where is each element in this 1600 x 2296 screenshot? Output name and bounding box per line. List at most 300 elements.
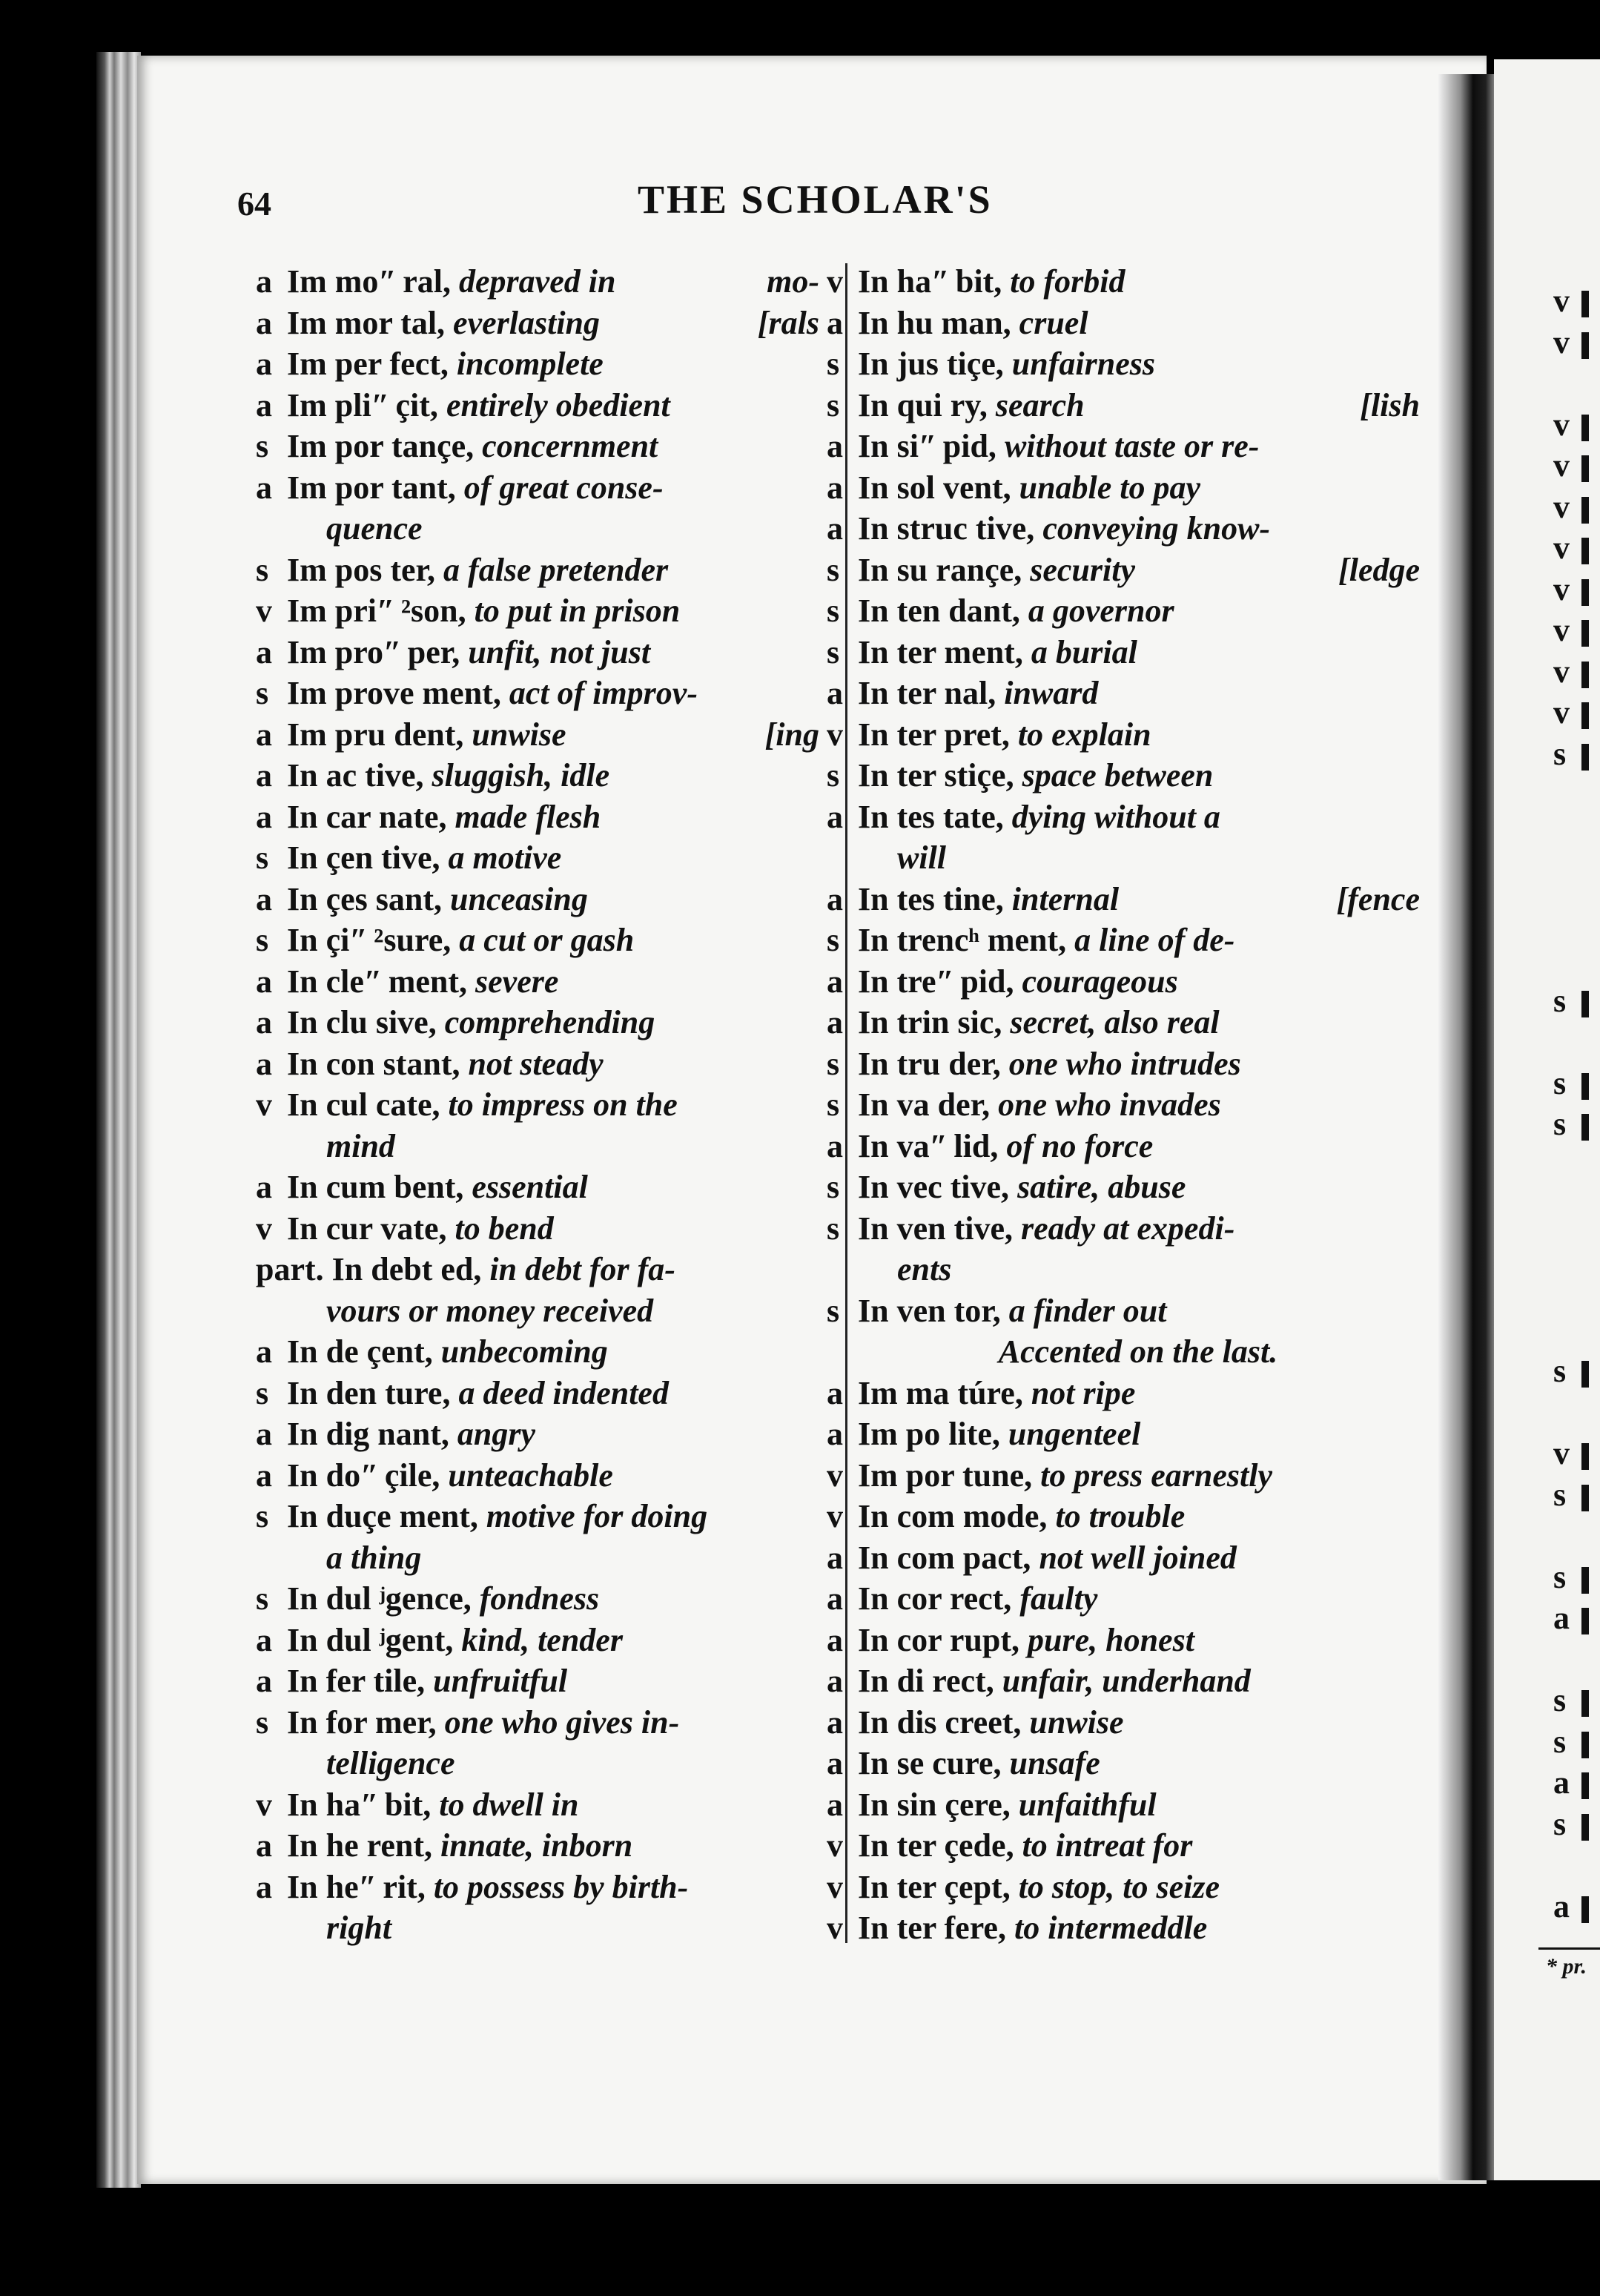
part-of-speech: a	[827, 798, 843, 835]
dictionary-entry	[256, 1455, 819, 1497]
facing-page-entry-marker: v	[1553, 488, 1570, 525]
part-of-speech: s	[827, 1086, 840, 1123]
facing-page-entry-marker: s	[1553, 1805, 1567, 1842]
definition: one who gives in-	[444, 1703, 680, 1741]
facing-page-entry-marker: s	[1553, 1682, 1567, 1718]
definition: conveying know-	[1042, 510, 1271, 547]
part-of-speech: a	[256, 346, 272, 382]
part-of-speech: s	[256, 675, 269, 711]
headword: Im moʺ ral,	[287, 263, 452, 300]
headword: Im pru dent,	[287, 716, 464, 753]
part-of-speech: v	[256, 1786, 272, 1823]
carried-over-text: [rals	[757, 304, 819, 341]
facing-page-entry-marker: v	[1553, 447, 1570, 484]
dictionary-entry	[827, 1208, 1420, 1250]
part-of-speech: a	[827, 1127, 843, 1164]
part-of-speech: a	[256, 1004, 272, 1040]
dictionary-entry	[827, 755, 1420, 796]
headword: In dis creet,	[858, 1703, 1022, 1741]
definition: to intreat for	[1022, 1827, 1193, 1864]
carried-over-text: [ing	[764, 716, 819, 753]
facing-page-entry-marker: s	[1553, 1723, 1567, 1760]
headword: In dig nant,	[287, 1416, 449, 1452]
part-of-speech: s	[827, 551, 840, 588]
definition: ungenteel	[1008, 1416, 1141, 1452]
entry-continuation: quence	[326, 510, 423, 547]
definition: made flesh	[454, 798, 601, 835]
page-edges	[96, 52, 141, 2188]
dictionary-entry	[827, 1002, 1420, 1043]
dictionary-entry	[256, 1825, 819, 1867]
definition: one who intrudes	[1008, 1045, 1241, 1082]
facing-page-entry-marker: s	[1553, 982, 1567, 1019]
definition: severe	[475, 963, 559, 1000]
headword: In de çent,	[287, 1333, 433, 1370]
headword: In ven tor,	[858, 1292, 1001, 1329]
dictionary-entry	[256, 1784, 819, 1826]
definition: of no force	[1006, 1127, 1154, 1164]
definition: act of improv-	[509, 675, 698, 711]
headword: In car nate,	[287, 798, 447, 835]
dictionary-entry	[256, 1867, 819, 1908]
definition: inward	[1004, 675, 1099, 711]
headword: Im por tune,	[858, 1457, 1033, 1494]
dictionary-entry	[827, 1825, 1420, 1867]
headword: In çiʺ ²sure,	[287, 922, 452, 958]
headword: In vaʺ lid,	[858, 1127, 999, 1164]
dictionary-entry	[256, 1331, 819, 1373]
part-of-speech: v	[256, 1210, 272, 1247]
part-of-speech: a	[256, 1827, 272, 1864]
part-of-speech: s	[256, 1580, 269, 1617]
page-number: 64	[237, 185, 271, 222]
headword: In cor rect,	[858, 1580, 1012, 1617]
headword: In con stant,	[287, 1045, 460, 1082]
dictionary-entry	[827, 303, 1420, 344]
headword: In su rançe,	[858, 551, 1022, 588]
definition: a line of de-	[1074, 922, 1235, 958]
headword: In debt ed,	[331, 1251, 482, 1287]
definition: not well joined	[1039, 1539, 1237, 1576]
definition: cruel	[1019, 304, 1088, 341]
facing-page-word-fragment	[1581, 1443, 1589, 1470]
definition: internal	[1011, 880, 1120, 917]
definition: courageous	[1022, 963, 1178, 1000]
facing-page-word-fragment	[1581, 662, 1589, 688]
part-of-speech: a	[256, 1416, 272, 1452]
part-of-speech: s	[256, 1703, 269, 1741]
facing-page-entry-marker: a	[1553, 1764, 1570, 1801]
dictionary-entry	[827, 426, 1420, 467]
headword: Im proʺ per,	[287, 633, 460, 670]
headword: In qui ry,	[858, 386, 988, 423]
part-of-speech: a	[256, 1169, 272, 1205]
dictionary-entry	[827, 714, 1420, 756]
headword: In ter nal,	[858, 675, 996, 711]
facing-page-word-fragment	[1581, 1114, 1589, 1141]
definition: a deed indented	[458, 1374, 669, 1411]
headword: In ter ment,	[858, 633, 1023, 670]
dictionary-entry	[827, 1455, 1420, 1497]
dictionary-entry	[256, 1167, 819, 1208]
definition: comprehending	[444, 1004, 655, 1040]
headword: In for mer,	[287, 1703, 437, 1741]
facing-page-entry-marker: v	[1553, 530, 1570, 566]
headword: Im per fect,	[287, 346, 449, 382]
part-of-speech: v	[827, 716, 843, 753]
carried-over-text: mo-	[767, 263, 819, 300]
headword: Im po lite,	[858, 1416, 1000, 1452]
dictionary-entry	[827, 673, 1420, 714]
headword: In heʺ rit,	[287, 1868, 426, 1905]
headword: In treʺ pid,	[858, 963, 1014, 1000]
headword: Im priʺ ²son,	[287, 593, 466, 629]
headword: Im pos ter,	[287, 551, 436, 588]
definition: motive for doing	[486, 1498, 708, 1534]
dictionary-entry	[827, 508, 1420, 550]
definition: fondness	[479, 1580, 600, 1617]
dictionary-entry	[827, 1167, 1420, 1208]
headword: In clu sive,	[287, 1004, 437, 1040]
dictionary-entry	[827, 1702, 1420, 1744]
dictionary-entry	[256, 714, 819, 756]
part-of-speech: s	[827, 633, 840, 670]
definition: everlasting	[453, 304, 601, 341]
facing-page-word-fragment	[1581, 1732, 1589, 1758]
facing-page-entry-marker: v	[1553, 694, 1570, 730]
dictionary-entry	[827, 1867, 1420, 1908]
entry-continuation: ents	[897, 1251, 952, 1287]
definition: unfruitful	[433, 1663, 568, 1699]
part-of-speech: s	[827, 1292, 840, 1329]
headword: In fer tile,	[287, 1663, 426, 1699]
definition: one who invades	[998, 1086, 1221, 1123]
dictionary-entry	[827, 961, 1420, 1003]
facing-page-entry-marker: s	[1553, 1353, 1567, 1389]
facing-page-entry-marker: v	[1553, 406, 1570, 443]
part-of-speech: s	[827, 386, 840, 423]
dictionary-entry	[256, 632, 819, 673]
definition: incomplete	[456, 346, 604, 382]
definition: faulty	[1019, 1580, 1098, 1617]
definition: security	[1030, 551, 1136, 588]
part-of-speech: s	[256, 1498, 269, 1534]
dictionary-entry	[256, 1002, 819, 1043]
part-of-speech: s	[256, 922, 269, 958]
definition: a burial	[1031, 633, 1137, 670]
definition: unteachable	[448, 1457, 613, 1494]
definition: satire, abuse	[1017, 1169, 1186, 1205]
dictionary-entry	[256, 303, 819, 344]
part-of-speech: v	[256, 593, 272, 629]
definition: to intermeddle	[1014, 1910, 1208, 1946]
carried-over-text: [fence	[1336, 880, 1420, 917]
part-of-speech: a	[256, 633, 272, 670]
part-of-speech: v	[827, 1827, 843, 1864]
facing-page-entry-marker: v	[1553, 653, 1570, 690]
part-of-speech: a	[256, 716, 272, 753]
dictionary-entry	[256, 1208, 819, 1250]
dictionary-entry	[256, 961, 819, 1003]
dictionary-entry	[827, 1413, 1420, 1455]
definition: unfit, not just	[468, 633, 651, 670]
carried-over-text: [ledge	[1338, 551, 1420, 588]
definition: to bend	[454, 1210, 554, 1247]
dictionary-entry	[256, 261, 819, 303]
definition: secret, also real	[1010, 1004, 1220, 1040]
dictionary-entry	[256, 673, 819, 714]
dictionary-entry	[827, 261, 1420, 303]
headword: In dul ʲgence,	[287, 1580, 472, 1617]
part-of-speech: s	[827, 593, 840, 629]
definition: depraved in	[459, 263, 616, 300]
definition: ready at expedi-	[1021, 1210, 1235, 1247]
part-of-speech: s	[827, 757, 840, 794]
dictionary-entry	[256, 467, 819, 509]
dictionary-entry	[256, 590, 819, 632]
definition: concernment	[482, 428, 658, 464]
headword: In cum bent,	[287, 1169, 464, 1205]
facing-page-entry-marker: a	[1553, 1887, 1570, 1924]
facing-page-word-fragment	[1581, 991, 1589, 1017]
part-of-speech: s	[827, 1045, 840, 1082]
dictionary-entry	[827, 1620, 1420, 1661]
dictionary-entry	[256, 1373, 819, 1414]
part-of-speech: s	[827, 922, 840, 958]
footnote-fragment: * pr.	[1546, 1954, 1587, 1979]
headword: In jus tiçe,	[858, 346, 1004, 382]
headword: In trin sic,	[858, 1004, 1002, 1040]
part-of-speech: s	[827, 346, 840, 382]
definition: a cut or gash	[459, 922, 635, 958]
part-of-speech: a	[827, 428, 843, 464]
dictionary-entry	[256, 837, 819, 879]
definition: a motive	[448, 839, 562, 876]
definition: to stop, to seize	[1018, 1868, 1220, 1905]
headword: In ven tive,	[858, 1210, 1013, 1247]
definition: unwise	[472, 716, 566, 753]
part-of-speech: a	[827, 880, 843, 917]
part-of-speech: s	[256, 839, 269, 876]
facing-page-word-fragment	[1581, 620, 1589, 647]
dictionary-entry	[827, 1660, 1420, 1702]
headword: In doʺ çile,	[287, 1457, 440, 1494]
dictionary-entry	[256, 1660, 819, 1702]
dictionary-entry	[256, 879, 819, 920]
dictionary-entry	[256, 385, 819, 426]
carried-over-text: [lish	[1360, 386, 1420, 423]
dictionary-entry	[827, 632, 1420, 673]
dictionary-entry	[827, 796, 1420, 838]
facing-page-word-fragment	[1581, 415, 1589, 441]
headword: In duçe ment,	[287, 1498, 478, 1534]
facing-page-entry-marker: s	[1553, 1558, 1567, 1595]
dictionary-entry	[256, 1620, 819, 1661]
part-of-speech: s	[827, 1169, 840, 1205]
facing-page-word-fragment	[1581, 1690, 1589, 1717]
headword: Im prove ment,	[287, 675, 501, 711]
facing-page-entry-marker: v	[1553, 283, 1570, 319]
part-of-speech: a	[256, 1621, 272, 1658]
dictionary-entry	[256, 920, 819, 961]
dictionary-entry	[256, 796, 819, 838]
part-of-speech: a	[827, 1580, 843, 1617]
definition: entirely obedient	[446, 386, 670, 423]
part-of-speech: a	[827, 675, 843, 711]
entry-continuation: telligence	[326, 1745, 455, 1781]
definition: space between	[1022, 757, 1214, 794]
part-of-speech: a	[256, 304, 272, 341]
dictionary-entry	[256, 1702, 819, 1744]
dictionary-entry	[827, 1373, 1420, 1414]
definition: unceasing	[450, 880, 588, 917]
dictionary-entry	[827, 1290, 1420, 1332]
headword: In tes tate,	[858, 798, 1004, 835]
headword: In cul cate,	[287, 1086, 440, 1123]
facing-page-word-fragment	[1581, 455, 1589, 482]
facing-page-entry-marker: v	[1553, 570, 1570, 607]
dictionary-entry	[827, 1578, 1420, 1620]
part-of-speech: a	[827, 1374, 843, 1411]
part-of-speech: s	[256, 428, 269, 464]
part-of-speech: a	[827, 1745, 843, 1781]
part-of-speech: s	[256, 1374, 269, 1411]
headword: In cur vate,	[287, 1210, 447, 1247]
dictionary-entry	[827, 1496, 1420, 1537]
definition: search	[995, 386, 1085, 423]
dictionary-entry	[256, 1413, 819, 1455]
part-of-speech: a	[827, 1416, 843, 1452]
part-of-speech: v	[827, 1498, 843, 1534]
dictionary-entry	[256, 1578, 819, 1620]
definition: of great conse-	[463, 469, 664, 506]
facing-page-word-fragment	[1581, 1073, 1589, 1100]
headword: In di rect,	[858, 1663, 994, 1699]
right-column	[827, 261, 1420, 1949]
part-of-speech: v	[827, 263, 843, 300]
definition: to dwell in	[439, 1786, 579, 1823]
dictionary-entry	[827, 343, 1420, 385]
facing-page-word-fragment	[1581, 1361, 1589, 1388]
dictionary-entry	[827, 1084, 1420, 1126]
headword: In ac tive,	[287, 757, 424, 794]
facing-page-word-fragment	[1581, 744, 1589, 771]
entry-continuation: will	[897, 839, 947, 876]
facing-page-word-fragment	[1581, 1485, 1589, 1511]
definition: without taste or re-	[1004, 428, 1260, 464]
dictionary-entry	[256, 1249, 819, 1290]
definition: unfaithful	[1018, 1786, 1157, 1823]
headword: In ter fere,	[858, 1910, 1006, 1946]
part-of-speech: a	[827, 1621, 843, 1658]
definition: to explain	[1017, 716, 1151, 753]
part-of-speech: a	[256, 880, 272, 917]
headword: In he rent,	[287, 1827, 432, 1864]
definition: unwise	[1029, 1703, 1124, 1741]
headword: In trencʰ ment,	[858, 922, 1067, 958]
part-of-speech: a	[256, 263, 272, 300]
part-of-speech: a	[256, 1333, 272, 1370]
facing-page-entry-marker: s	[1553, 1476, 1567, 1513]
headword: In ter çept,	[858, 1868, 1011, 1905]
dictionary-entry	[256, 1496, 819, 1537]
part-of-speech: a	[256, 469, 272, 506]
definition: unfairness	[1011, 346, 1155, 382]
headword: In ter stiçe,	[858, 757, 1014, 794]
part-of-speech: a	[827, 304, 843, 341]
definition: to trouble	[1055, 1498, 1186, 1534]
dictionary-entry	[827, 550, 1420, 591]
definition: a finder out	[1008, 1292, 1167, 1329]
facing-page-word-fragment	[1581, 497, 1589, 524]
definition: a false pretender	[443, 551, 669, 588]
headword: In tes tine,	[858, 880, 1004, 917]
part-of-speech: a	[827, 963, 843, 1000]
part-of-speech: a	[827, 510, 843, 547]
headword: Im mor tal,	[287, 304, 446, 341]
facing-page-word-fragment	[1581, 291, 1589, 317]
book-gutter	[1438, 74, 1501, 2180]
definition: to forbid	[1010, 263, 1125, 300]
definition: essential	[472, 1169, 588, 1205]
part-of-speech: a	[827, 1703, 843, 1741]
definition: unsafe	[1009, 1745, 1100, 1781]
part-of-speech: s	[256, 551, 269, 588]
part-of-speech: a	[256, 386, 272, 423]
facing-page-word-fragment	[1581, 702, 1589, 729]
definition: pure, honest	[1027, 1621, 1194, 1658]
part-of-speech: v	[827, 1868, 843, 1905]
dictionary-entry	[256, 343, 819, 385]
headword: In struc tive,	[858, 510, 1035, 547]
definition: kind, tender	[461, 1621, 623, 1658]
facing-page-entry-marker: a	[1553, 1600, 1570, 1636]
headword: In va der,	[858, 1086, 991, 1123]
definition: not steady	[468, 1045, 604, 1082]
facing-page-word-fragment	[1581, 1567, 1589, 1594]
dictionary-entry	[256, 755, 819, 796]
dictionary-entry	[256, 550, 819, 591]
part-of-speech: a	[256, 757, 272, 794]
headword: In cleʺ ment,	[287, 963, 468, 1000]
definition: to possess by birth-	[433, 1868, 689, 1905]
facing-page-word-fragment	[1581, 332, 1589, 359]
part-of-speech: v	[827, 1457, 843, 1494]
headword: In haʺ bit,	[287, 1786, 432, 1823]
headword: In cor rupt,	[858, 1621, 1019, 1658]
definition: sluggish, idle	[432, 757, 610, 794]
section-heading: Accented on the last.	[998, 1333, 1278, 1370]
headword: In çes sant,	[287, 880, 443, 917]
part-of-speech: a	[827, 1663, 843, 1699]
facing-page-entry-marker: v	[1553, 1435, 1570, 1471]
definition: a governor	[1028, 593, 1174, 629]
headword: In com pact,	[858, 1539, 1031, 1576]
dictionary-entry	[827, 1537, 1420, 1579]
headword: In ten dant,	[858, 593, 1020, 629]
part-of-speech: a	[256, 798, 272, 835]
definition: innate, inborn	[440, 1827, 633, 1864]
dictionary-entry	[827, 1043, 1420, 1085]
headword: In ter çede,	[858, 1827, 1014, 1864]
headword: In siʺ pid,	[858, 428, 996, 464]
left-column	[256, 261, 819, 1949]
part-of-speech: a	[256, 1045, 272, 1082]
dictionary-entry	[827, 1743, 1420, 1784]
facing-page-entry-marker: v	[1553, 612, 1570, 648]
facing-page-word-fragment	[1581, 1896, 1589, 1923]
facing-page-word-fragment	[1581, 1772, 1589, 1799]
